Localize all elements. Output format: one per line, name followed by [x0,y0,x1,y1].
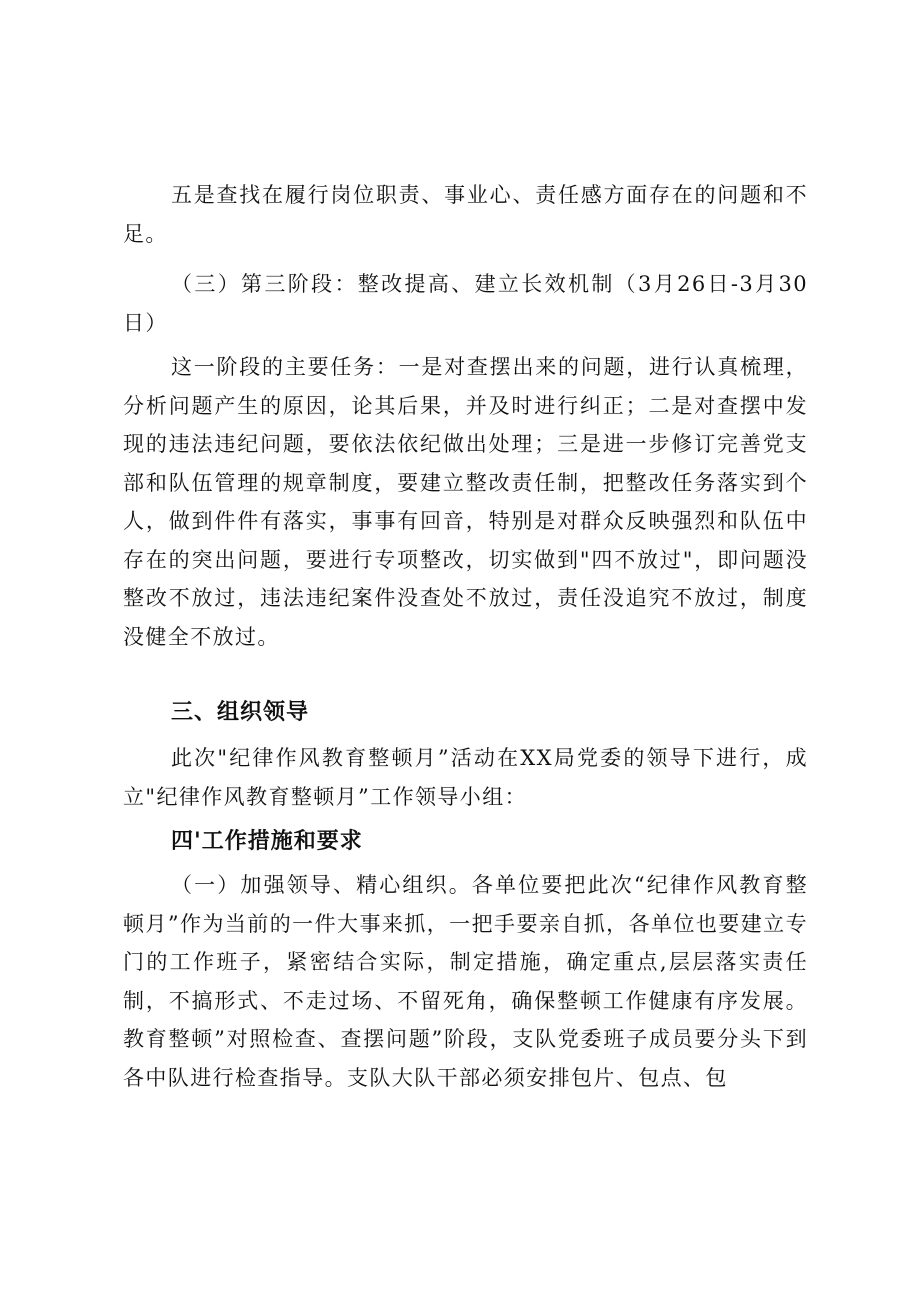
section-heading-organization: 三、组织领导 [171,700,310,725]
paragraph-leadership-group: 此次"纪律作风教育整顿月”活动在XX局党委的领导下进行，成立"纪律作风教育整顿月”工作领导小组： [123,746,808,809]
paragraph-stage-two-item-five: 五是查找在履行岗位职责、事业心、责任感方面存在的问题和不足。 [123,183,808,246]
paragraph-stage-three-tasks: 这一阶段的主要任务：一是对查摆出来的问题，进行认真梳理，分析问题产生的原因，论其后果，并及时进行纠正；二是对查摆中发现的违法违纪问题，要依法依纪做出处理；三是进一步修订完善党支部和队伍管理的规章制度，要建立整改责任制，把整改任务落实到个人，做到件件有落实，事事有回音，特别是对群众反映强烈和队伍中存在的突出问题，要进行专项整改，切实做到"四不放过"，即问题没整改不放过，违法违纪案件没查处不放过，责任没追究不放过，制度没健全不放过。 [123,355,808,649]
paragraph-measures-one: （一）加强领导、精心组织。各单位要把此次“纪律作风教育整顿月”作为当前的一件大事来抓，一把手要亲自抓，各单位也要建立专门的工作班子，紧密结合实际，制定措施，确定重点,层层落实责任制，不搞形式、不走过场、不留死角，确保整顿工作健康有序发展。教育整顿”对照检查、查摆问题”阶段，支队党委班子成员要分头下到各中队进行检查指导。支队大队干部必须安排包片、包点、包 [123,873,808,1090]
section-heading-measures: 四'工作措施和要求 [171,829,363,854]
paragraph-stage-three-title: （三）第三阶段：整改提高、建立长效机制（3月26日-3月30日） [123,272,808,335]
